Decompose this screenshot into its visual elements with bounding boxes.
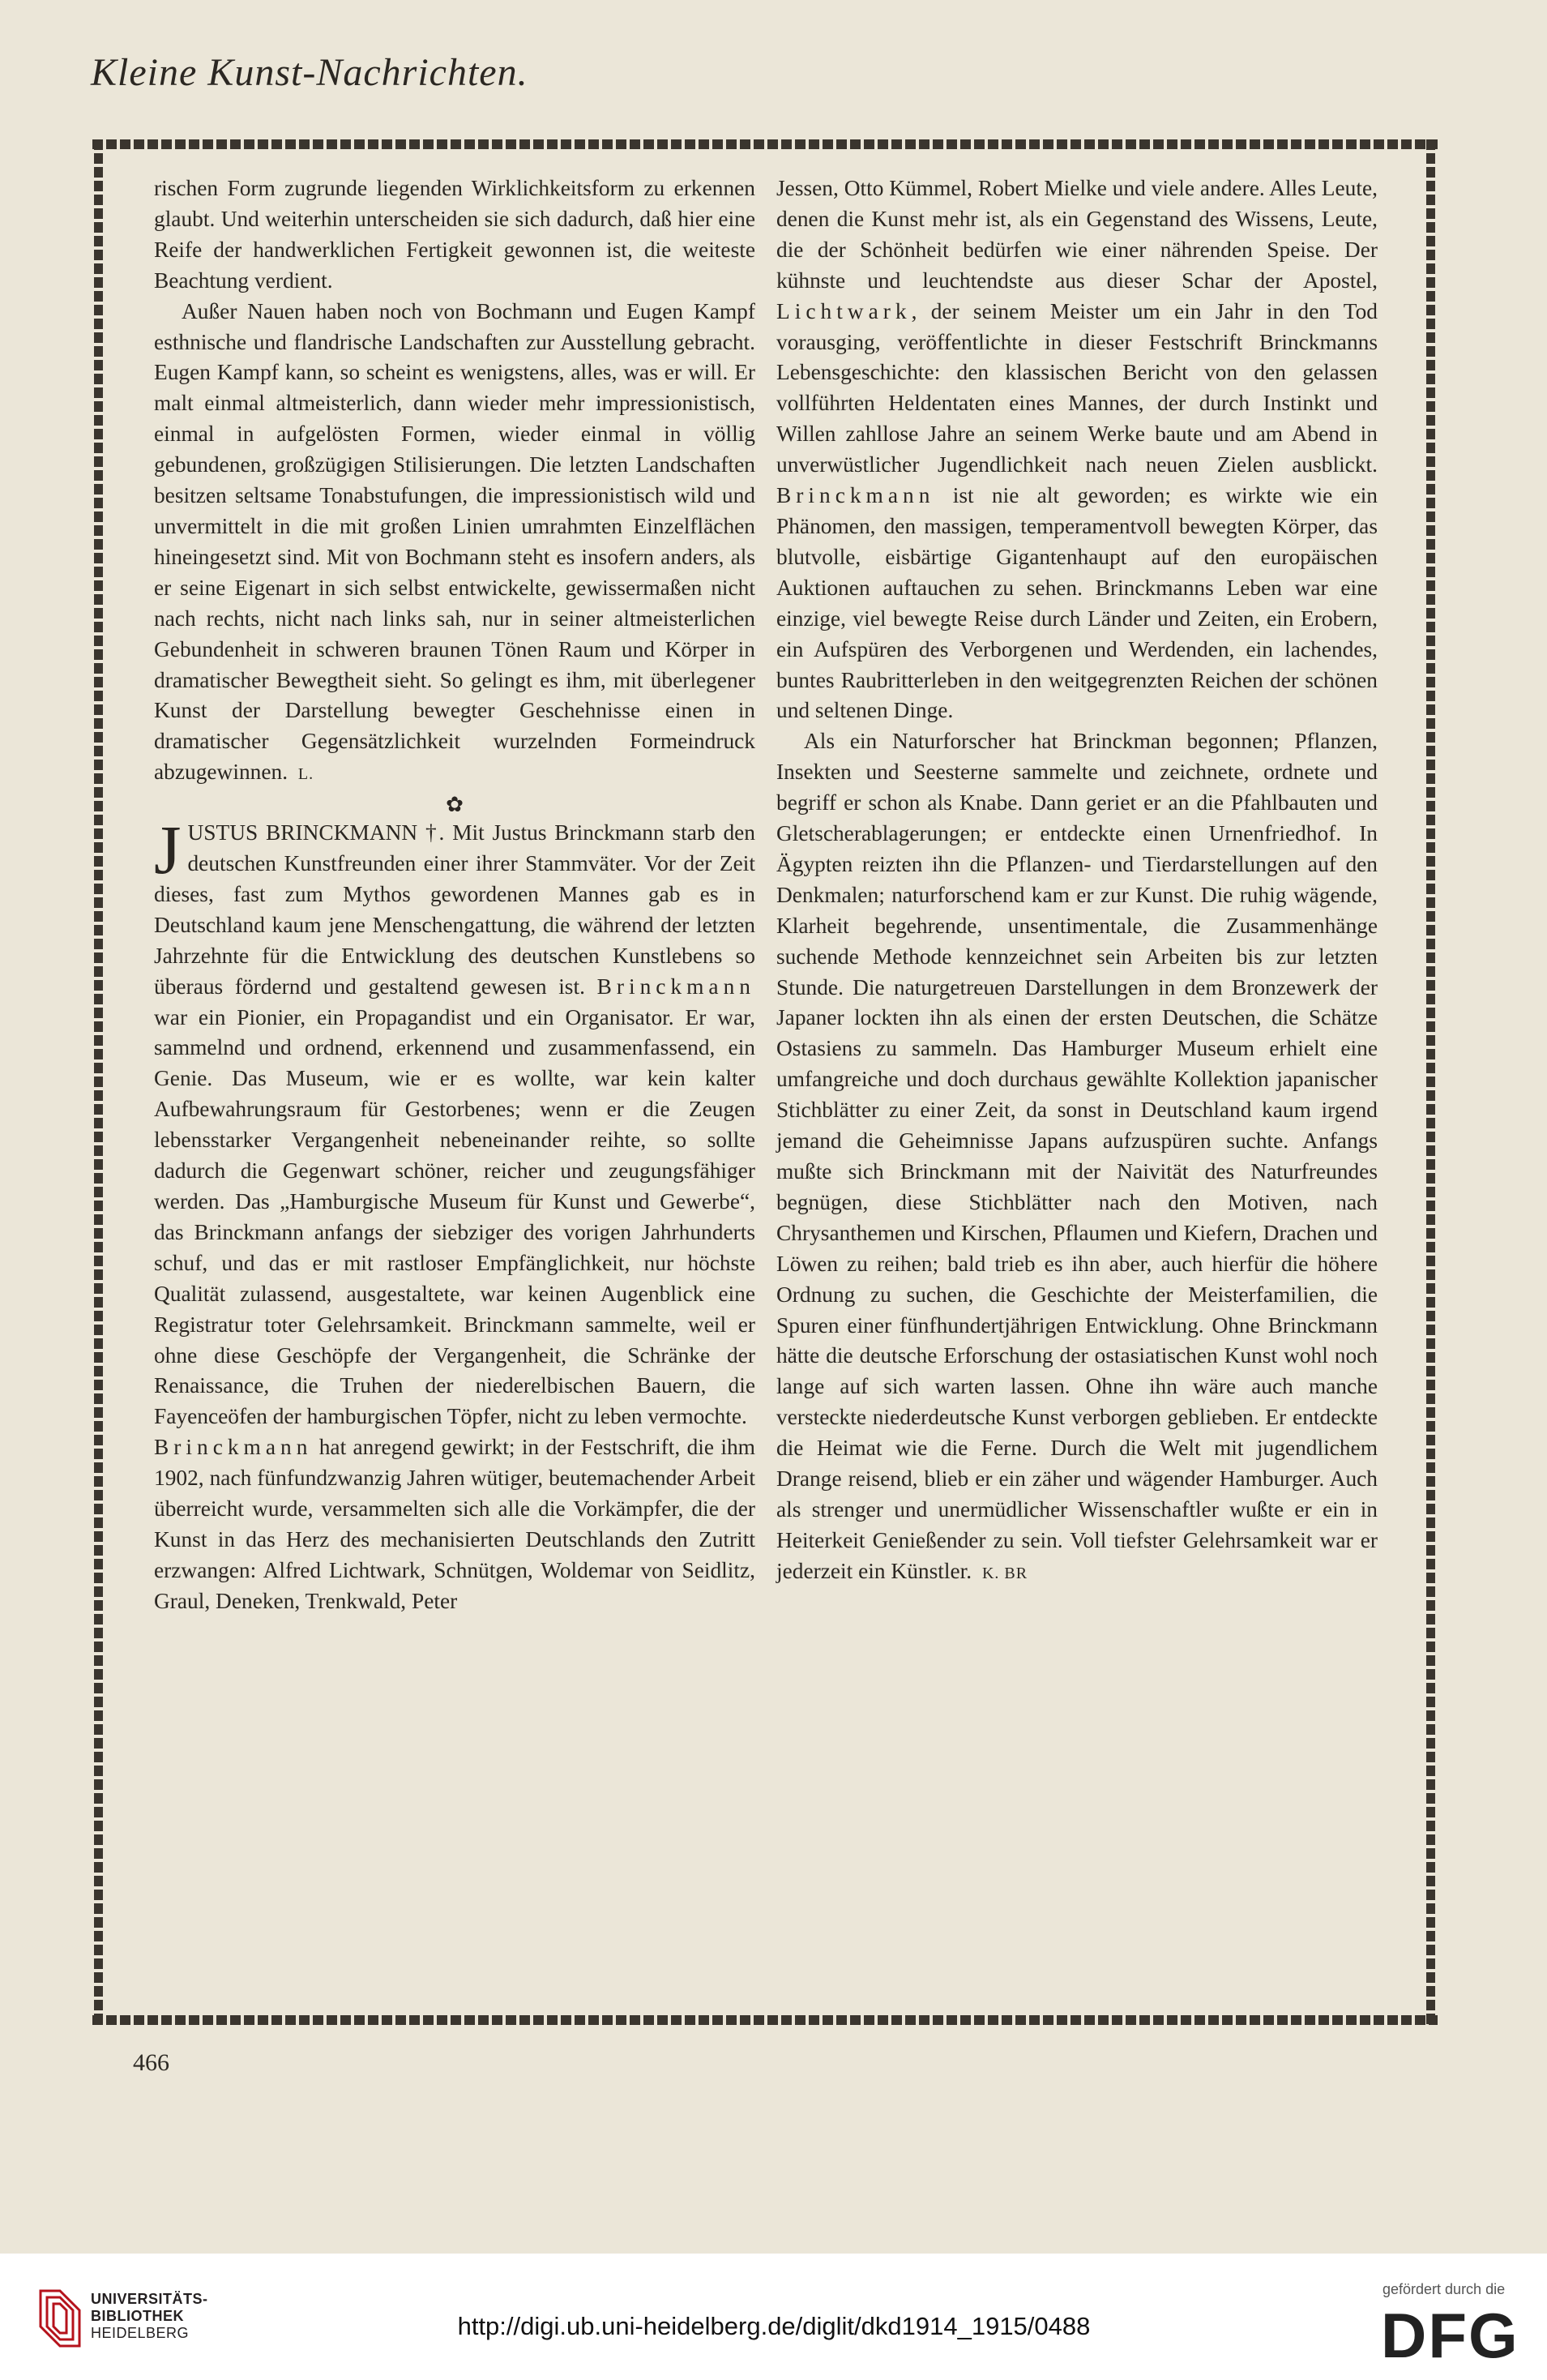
paragraph <box>776 726 1378 1589</box>
left-column <box>154 173 755 1617</box>
decorative-border-bottom <box>92 2015 1438 2025</box>
spaced-name: Brinckmann <box>776 483 935 508</box>
digitization-footer <box>0 2254 1547 2380</box>
paragraph-text: Jessen, Otto Kümmel, Robert Mielke und viele andere. Alles Leute, denen die Kunst mehr ist, als ein Gegenstand des Wissens, Leute, die der Schönheit bedürfen wie einer nährenden Speise. Der kühnste und leuchtendste aus dieser Schar der Apostel, <box>776 176 1378 293</box>
dfg-logo-icon <box>1381 2304 1527 2364</box>
decorative-border-left <box>94 139 103 2025</box>
library-name-line: UNIVERSITÄTS- <box>91 2291 208 2307</box>
drop-cap: J <box>154 811 182 889</box>
author-signature: K. BR <box>981 1564 1028 1582</box>
ornament-icon: ✿ <box>446 793 464 817</box>
paragraph <box>154 1432 755 1616</box>
paragraph: rischen Form zugrunde liegenden Wirklichkeitsform zu erkennen glaubt. Und weiterhin unterscheiden sie sich dadurch, daß hier eine Reife der handwerklichen Fertigkeit gewonnen ist, die weiteste Beachtung verdient. <box>154 176 755 293</box>
paragraph <box>154 297 755 791</box>
article-start <box>154 811 755 1432</box>
spaced-name: Brinckmann <box>596 974 755 999</box>
paragraph-text: Mit Justus Brinckmann starb den deutschen Kunstfreunden einer ihrer Stammväter. Vor der Zeit dieses, fast zum Mythos gewordenen Mannes gab es in Deutschland kaum jene Menschengattung, die während der letzten Jahrzehnte für die Entwicklung des deutschen Kunstlebens so überaus fördernd und gestaltend gewesen ist. <box>154 820 755 999</box>
permalink-url[interactable]: http://digi.ub.uni-heidelberg.de/diglit/dkd1914_1915/0488 <box>457 2312 1091 2340</box>
dfg-logo-text: DFG <box>1381 2304 1519 2364</box>
library-name-line: HEIDELBERG <box>91 2325 190 2341</box>
spaced-name: Lichtwark <box>776 298 912 323</box>
library-name-line: BIBLIOTHEK <box>91 2308 184 2324</box>
paragraph-text: , der seinem Meister um ein Jahr in den Tod vorausging, veröffentlichte in dieser Festschrift Brinckmanns Lebensgeschichte: den klassischen Bericht von den gelassen vollführten Heldentaten eines Mannes, der durch Instinkt und Willen zahllose Jahre an seinem Werke baute und am Abend in unverwüstlicher Jugendlichkeit nach neuen Zielen ausblickt. <box>776 298 1378 477</box>
decorative-border-top <box>92 139 1438 149</box>
paragraph-text: ist nie alt geworden; es wirkte wie ein Phänomen, den massigen, temperamentvoll bewegten Körper, das blutvolle, eisbärtige Gigantenhaupt auf den europäischen Auktionen auftauchen zu sehen. Brinckmanns Leben war eine einzige, viel bewegte Reise durch Länder und Zeiten, ein Erobern, ein Aufspüren des Verborgenen und Werdenden, ein lachendes, buntes Raubritterleben in den weitgegrenzten Reichen der schönen und seltenen Dinge. <box>776 483 1378 723</box>
paragraph-text: hat anregend gewirkt; in der Festschrift, die ihm 1902, nach fünfundzwanzig Jahren wütiger, beutemachender Arbeit überreicht wurde, versammelten sich alle die Vorkämpfer, die der Kunst in das Herz des mechanisierten Deutschlands den Zutritt erzwangen: Alfred Lichtwark, Schnütgen, Woldemar von Seidlitz, Graul, Deneken, Trenkwald, Peter <box>154 1435 755 1613</box>
author-signature: L. <box>297 765 314 784</box>
funding-note: gefördert durch die <box>1382 2281 1506 2297</box>
library-name <box>91 2291 208 2342</box>
spaced-name: Brinckmann <box>154 1435 313 1460</box>
decorative-border-right <box>1426 139 1435 2025</box>
paragraph-text: Außer Nauen haben noch von Bochmann und Eugen Kampf esthnische und flandrische Landschaften zur Ausstellung gebracht. Eugen Kampf kann, so scheint es wenigstens, alles, was er will. Er malt einmal altmeisterlich, dann wieder mehr impressionistisch, einmal in aufgelösten Formen, wieder einmal in völlig gebundenen, großzügigen Stilisierungen. Die letzten Landschaften besitzen seltsame Tonabstufungen, die impressionistisch wild und unvermittelt in die mit großen Linien umrahmten Einzelflächen hineingesetzt sind. Mit von Bochmann steht es insofern anders, als er seine Eigenart in sich selbst entwickelte, gewissermaßen nicht nach rechts, nicht nach links sah, nur in seiner altmeisterlichen Gebundenheit in schweren braunen Tönen Raum und Körper in dramatischer Bewegtheit sieht. So gelingt es ihm, mit überlegener Kunst der Darstellung bewegter Geschehnisse einen in dramatischer Gegensätzlichkeit wurzelnden Formeindruck abzugewinnen. <box>154 298 755 785</box>
running-head: Kleine Kunst-Nachrichten. <box>91 51 528 94</box>
page-number: 466 <box>133 2049 169 2076</box>
university-library-logo-icon <box>36 2286 84 2351</box>
paragraph <box>776 173 1378 726</box>
paragraph-text: war ein Pionier, ein Propagandist und ein Organisator. Er war, sammelnd und ordnend, erkennend und zusammenfassend, ein Genie. Das Museum, wie er es wollte, war kein kalter Aufbewahrungsraum für Gestorbenes; wenn er die Zeugen lebensstarker Vergangenheit nebeneinander reihte, so sollte dadurch die Gegenwart schöner, reicher und zeugungsfähiger werden. Das „Hamburgische Museum für Kunst und Gewerbe“, das Brinckmann anfangs der siebziger des vorigen Jahrhunderts schuf, und das er mit rastloser Empfänglichkeit, nur höchste Qualität zulassend, ausgestaltete, war keinen Augenblick eine Registratur toter Gelehrsamkeit. Brinckmann sammelte, weil er ohne diese Geschöpfe der Vergangenheit, die Schränke der Renaissance, die Truhen der niederelbischen Bauern, die Fayenceöfen der hamburgischen Töpfer, nicht zu leben vermochte. <box>154 1004 755 1429</box>
right-column <box>776 173 1378 1590</box>
article-heading: USTUS BRINCKMANN †. <box>187 820 445 845</box>
paragraph-text: Als ein Naturforscher hat Brinckman begonnen; Pflanzen, Insekten und Seesterne sammelte und zeichnete, ordnete und begriff er schon als Knabe. Dann geriet er an die Pfahlbauten und Gletscherablagerungen; er entdeckte einen Urnenfriedhof. In Ägypten reizten ihn die Pflanzen- und Tierdarstellungen auf den Denkmalen; naturforschend kam er zur Kunst. Die ruhig wägende, Klarheit begehrende, unsentimentale, die Zusammenhänge suchende Methode kennzeichnet sein Arbeiten bis zur letzten Stunde. Die naturgetreuen Darstellungen in dem Bronzewerk der Japaner lockten ihn als einen der ersten Deutschen, die Schätze Ostasiens zu sammeln. Das Hamburger Museum erhielt eine umfangreiche und doch durchaus gewählte Kollektion japanischer Stichblätter zu einer Zeit, da sonst in Deutschland kaum irgend jemand die Geheimnisse Japans aufzuspüren suchte. Anfangs mußte sich Brinckmann mit der Naivität des Naturfreundes begnügen, diese Stichblätter nach den Motiven, nach Chrysanthemen und Kirschen, Pflaumen und Kiefern, Drachen und Löwen zu reihen; bald trieb es ihn aber, auch hierfür die höhere Ordnung zu suchen, die Geschichte der Meisterfamilien, die Spuren einer fünfhundertjährigen Entwicklung. Ohne Brinckmann hätte die deutsche Erforschung der ostasiatischen Kunst wohl noch lange auf sich warten lassen. Ohne ihn wäre auch manche versteckte niederdeutsche Kunst verborgen geblieben. Er entdeckte die Heimat wie die Ferne. Durch die Welt mit jugendlichem Drange reisend, blieb er ein zäher und wägender Hamburger. Auch als strenger und unermüdlicher Wissenschaftler wußte er ein in Heiterkeit Genießender zu sein. Voll tiefster Gelehrsamkeit war er jederzeit ein Künstler. <box>776 729 1378 1583</box>
